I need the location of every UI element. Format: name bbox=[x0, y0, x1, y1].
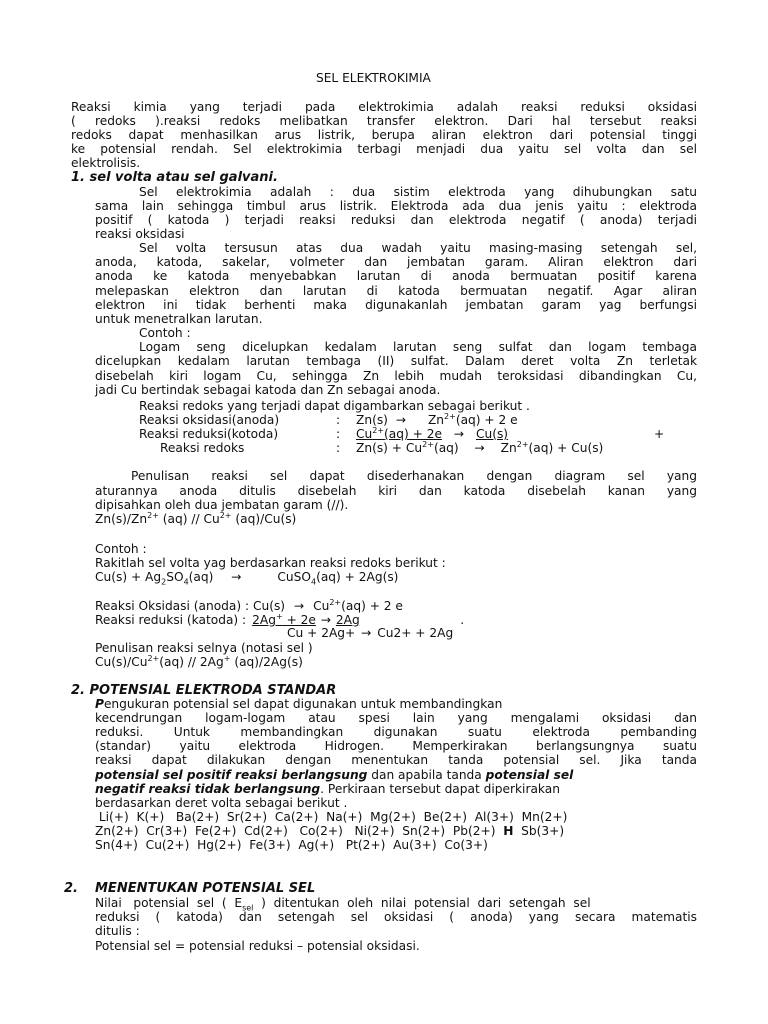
text-line: (standar) yaitu elektroda Hidrogen. Memperkirakan berlangsungnya suatu bbox=[95, 739, 697, 753]
text-line: jadi Cu bertindak sebagai katoda dan Zn sebagai anoda. bbox=[95, 383, 441, 397]
arrow-icon: → bbox=[395, 413, 407, 427]
text-line: dicelupkan kedalam larutan tembaga (II) sulfat. Dalam deret volta Zn terletak bbox=[95, 354, 697, 368]
reaction-equation: $Cu(s) + Ag_2SO_4(aq)$ → CuSO$_4$(aq) + 2Ag(s) bbox=[95, 570, 399, 587]
text-line: Pengukuran potensial sel dapat digunakan untuk membandingkan bbox=[95, 697, 503, 711]
text-line: ke potensial rendah. Sel elektrokimia terbagi menjadi dua yaitu sel volta dan sel bbox=[71, 142, 697, 156]
colon: : bbox=[336, 413, 341, 427]
text-line: untuk menetralkan larutan. bbox=[95, 312, 263, 326]
text-line: melepaskan elektron dan larutan di katoda bermuatan negatif. Agar aliran bbox=[95, 284, 697, 298]
text-line: anoda ke katoda menyebabkan larutan di anoda bermuatan positif karena bbox=[95, 269, 697, 283]
oxidation-half-reaction: Reaksi Oksidasi (anoda) : $Cu(s) \to Cu^{2+}(aq) + 2$ e bbox=[95, 597, 403, 613]
example-label: Contoh : bbox=[139, 326, 191, 340]
text-line: Logam seng dicelupkan kedalam larutan seng sulfat dan logam tembaga bbox=[139, 340, 697, 354]
text-line: dipisahkan oleh dua jembatan garam (//). bbox=[95, 498, 349, 512]
text-line: reduksi. Untuk membandingkan digunakan suatu elektroda pembanding bbox=[95, 725, 697, 739]
series-line: Sn(4+) Cu(2+) Hg(2+) Fe(3+) Ag(+) Pt(2+) Au(3+) Co(3+) bbox=[95, 838, 488, 852]
text-line: berdasarkan deret volta sebagai berikut . bbox=[95, 796, 348, 810]
arrow-icon: → bbox=[293, 599, 305, 613]
section-heading: 2. POTENSIAL ELEKTRODA STANDAR bbox=[71, 683, 337, 698]
text-line: elektron ini tidak berhenti maka digunakanlah jembatan garam yag berfungsi bbox=[95, 298, 697, 312]
reduction-equation: $Cu^{2+}(aq) + 2e \to Cu(s)$ bbox=[356, 425, 509, 441]
text-line: Sel elektrokimia adalah : dua sistim elektroda yang dihubungkan satu bbox=[139, 185, 697, 199]
text-line: disebelah kiri logam Cu, sehingga Zn lebih mudah teroksidasi dibandingkan Cu, bbox=[95, 369, 697, 383]
text-line: reaksi oksidasi bbox=[95, 227, 185, 241]
redox-equation: $Zn(s) + Cu^{2+}(aq) \to Zn^{2+}(aq) + Cu(s)$ bbox=[356, 439, 604, 455]
text-line: ditulis : bbox=[95, 924, 140, 938]
section-heading: MENENTUKAN POTENSIAL SEL bbox=[95, 881, 316, 896]
oxidation-equation: $Zn(s) \to Zn^{2+}(aq) + 2$ e bbox=[356, 411, 518, 427]
colon: : bbox=[336, 441, 341, 455]
text-line: reduksi ( katoda) dan setengah sel oksidasi ( anoda) yang secara matematis bbox=[95, 910, 697, 924]
redox-intro: Reaksi redoks yang terjadi dapat digambarkan sebagai berikut . bbox=[139, 399, 530, 413]
text-line: Sel volta tersusun atas dua wadah yaitu masing-masing setengah sel, bbox=[139, 241, 697, 255]
arrow-icon: → bbox=[361, 626, 372, 640]
arrow-icon: → bbox=[231, 570, 242, 584]
section-heading: 1. sel volta atau sel galvani. bbox=[71, 170, 278, 185]
text-line: negatif reaksi tidak berlangsung. Perkiraan tersebut dapat diperkirakan bbox=[95, 782, 560, 796]
text-line: elektrolisis. bbox=[71, 156, 141, 170]
text-line: ( redoks ).reaksi redoks melibatkan transfer elektron. Dari hal tersebut reaksi bbox=[71, 114, 697, 128]
text-line: Penulisan reaksi sel dapat disederhanakan dengan diagram sel yang bbox=[131, 469, 697, 483]
page-title: SEL ELEKTROKIMIA bbox=[316, 71, 431, 85]
text-line: redoks dapat menhasilkan arus listrik, berupa aliran elektron dari potensial tinggi bbox=[71, 128, 697, 142]
text-line: anoda, katoda, sakelar, volmeter dan jembatan garam. Aliran elektron dari bbox=[95, 255, 697, 269]
reduction-label: Reaksi reduksi(kotoda) bbox=[139, 427, 279, 441]
example-label: Contoh : bbox=[95, 542, 147, 556]
reduction-half-reaction: Reaksi reduksi (katoda) : 2Ag+ + 2e → 2Ag . bbox=[95, 611, 465, 627]
text-line: Rakitlah sel volta yag berdasarkan reaksi redoks berikut : bbox=[95, 556, 446, 570]
sum-reaction: Cu + 2Ag+ → Cu2+ + 2Ag bbox=[287, 626, 454, 640]
oxidation-label: Reaksi oksidasi(anoda) bbox=[139, 413, 280, 427]
arrow-icon: → bbox=[474, 441, 485, 455]
arrow-icon: → bbox=[320, 613, 332, 627]
plus-sign: + bbox=[654, 427, 665, 441]
text-line: sama lain sehingga timbul arus listrik. Elektroda ada dua jenis yaitu : elektroda bbox=[95, 199, 697, 213]
text-line: Nilai potensial sel ( $E_{sel}$ ) ditentukan oleh nilai potensial dari setengah sel bbox=[95, 896, 591, 913]
text-line: kecendrungan logam-logam atau spesi lain yang mengalami oksidasi dan bbox=[95, 711, 697, 725]
cell-notation: $Zn(s)/Zn^{2+}$ $(aq) // Cu^{2+}$ (aq)/Cu(s) bbox=[95, 510, 297, 526]
cell-notation: $Cu(s)/Cu^{2+}(aq) // 2Ag^+$ (aq)/2Ag(s) bbox=[95, 653, 303, 669]
formula-line: Potensial sel = potensial reduksi – potensial oksidasi. bbox=[95, 939, 420, 953]
redox-label: Reaksi redoks bbox=[160, 441, 245, 455]
series-line: Zn(2+) Cr(3+) Fe(2+) Cd(2+) Co(2+) Ni(2+) Sn(2+) Pb(2+) H Sb(3+) bbox=[95, 824, 565, 838]
text-line: Penulisan reaksi selnya (notasi sel ) bbox=[95, 641, 313, 655]
colon: : bbox=[336, 427, 341, 441]
text-line: Reaksi kimia yang terjadi pada elektrokimia adalah reaksi reduksi oksidasi bbox=[71, 100, 697, 114]
arrow-icon: → bbox=[453, 427, 465, 441]
section-number: 2. bbox=[64, 881, 78, 896]
series-line: Li(+) K(+) Ba(2+) Sr(2+) Ca(2+) Na(+) Mg(2+) Be(2+) Al(3+) Mn(2+) bbox=[95, 810, 568, 824]
text-line: reaksi dapat dilakukan dengan menentukan tanda potensial sel. Jika tanda bbox=[95, 753, 697, 767]
text-line: positif ( katoda ) terjadi reaksi reduksi dan elektroda negatif ( anoda) terjadi bbox=[95, 213, 697, 227]
text-line: aturannya anoda ditulis disebelah kiri dan katoda disebelah kanan yang bbox=[95, 484, 697, 498]
text-line: potensial sel positif reaksi berlangsung dan apabila tanda potensial sel bbox=[95, 768, 574, 782]
